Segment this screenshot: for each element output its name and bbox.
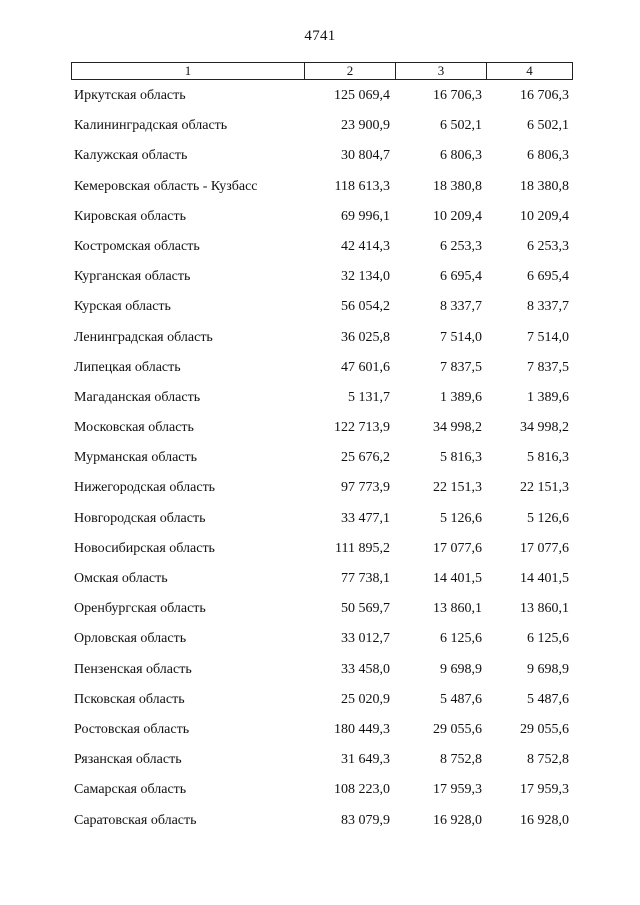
value-col-4: 16 928,0 <box>520 812 569 828</box>
table-row <box>0 809 640 839</box>
table-row <box>0 416 640 446</box>
table-row <box>0 507 640 537</box>
value-col-4: 18 380,8 <box>520 178 569 194</box>
value-col-3: 1 389,6 <box>440 389 482 405</box>
table-row <box>0 84 640 114</box>
value-col-2: 50 569,7 <box>341 601 390 617</box>
region-name: Иркутская область <box>74 88 186 103</box>
value-col-2: 77 738,1 <box>341 571 390 586</box>
table-row <box>0 295 640 325</box>
value-col-4: 5 487,6 <box>527 691 569 707</box>
value-col-3: 5 126,6 <box>440 510 482 526</box>
value-col-4: 13 860,1 <box>520 601 569 617</box>
value-col-3: 6 253,3 <box>440 238 482 254</box>
value-col-3: 5 487,6 <box>440 691 482 707</box>
column-header-4: 4 <box>526 63 533 78</box>
value-col-3: 7 514,0 <box>440 329 482 345</box>
value-col-3: 8 337,7 <box>440 299 482 315</box>
region-name: Курская область <box>74 299 171 315</box>
value-col-2: 30 804,7 <box>341 148 390 164</box>
table-row <box>0 144 640 174</box>
region-name: Орловская область <box>74 631 187 647</box>
value-col-2: 111 895,2 <box>335 540 390 556</box>
value-col-3: 9 698,9 <box>440 661 482 677</box>
table-row <box>0 356 640 386</box>
table-row <box>0 718 640 748</box>
value-col-3: 5 816,3 <box>440 450 482 466</box>
table-row <box>0 567 640 597</box>
value-col-2: 180 449,3 <box>334 721 390 737</box>
value-col-2: 122 713,9 <box>334 420 390 436</box>
table-body <box>0 84 640 839</box>
value-col-4: 8 337,7 <box>527 299 569 315</box>
value-col-4: 10 209,4 <box>520 208 569 224</box>
value-col-2: 36 025,8 <box>341 329 390 345</box>
page-number: 4741 <box>304 28 336 44</box>
value-col-4: 6 502,1 <box>527 118 569 134</box>
region-name: Липецкая область <box>74 359 181 375</box>
value-col-4: 17 959,3 <box>520 782 569 798</box>
table-row <box>0 627 640 657</box>
value-col-3: 8 752,8 <box>440 752 482 768</box>
value-col-4: 29 055,6 <box>520 721 569 737</box>
value-col-2: 33 012,7 <box>341 631 390 647</box>
value-col-2: 5 131,7 <box>348 389 390 405</box>
table-row <box>0 446 640 476</box>
table-row <box>0 476 640 506</box>
column-header-2: 2 <box>305 63 396 79</box>
column-header-1: 1 <box>72 63 305 79</box>
region-name: Саратовская область <box>74 812 197 828</box>
value-col-3: 13 860,1 <box>433 601 482 617</box>
value-col-4: 7 514,0 <box>527 329 569 345</box>
table-header <box>71 62 573 80</box>
value-col-2: 47 601,6 <box>341 359 390 375</box>
value-col-2: 83 079,9 <box>341 812 390 828</box>
region-name: Костромская область <box>74 238 200 254</box>
value-col-4: 6 125,6 <box>527 631 569 647</box>
value-col-3: 17 077,6 <box>433 540 482 556</box>
value-col-3: 6 806,3 <box>440 148 482 164</box>
value-col-2: 33 477,1 <box>341 510 390 526</box>
value-col-2: 25 676,2 <box>341 450 390 466</box>
value-col-2: 69 996,1 <box>341 208 390 224</box>
region-name: Кировская область <box>74 208 187 224</box>
column-header-3: 3 <box>396 63 487 79</box>
value-col-4: 8 752,8 <box>527 752 569 768</box>
table-row <box>0 326 640 356</box>
region-name: Мурманская область <box>74 450 198 466</box>
value-col-4: 5 816,3 <box>527 450 569 466</box>
value-col-2: 31 649,3 <box>341 752 390 768</box>
region-name: Курганская область <box>74 269 191 285</box>
value-col-2: 108 223,0 <box>334 782 390 798</box>
value-col-3: 18 380,8 <box>433 178 482 194</box>
value-col-3: 6 502,1 <box>440 118 482 134</box>
value-col-2: 125 069,4 <box>334 88 390 103</box>
region-name: Кемеровская область - Кузбасс <box>74 178 258 194</box>
value-col-3: 10 209,4 <box>433 208 482 224</box>
region-name: Самарская область <box>74 782 187 798</box>
region-name: Рязанская область <box>74 752 182 768</box>
region-name: Нижегородская область <box>74 480 216 496</box>
value-col-4: 17 077,6 <box>520 540 569 556</box>
table-row <box>0 175 640 205</box>
table-row <box>0 597 640 627</box>
table-row <box>0 778 640 808</box>
region-name: Пензенская область <box>74 661 192 677</box>
value-col-3: 16 706,3 <box>433 88 482 103</box>
region-name: Псковская область <box>74 691 185 707</box>
value-col-3: 16 928,0 <box>433 812 482 828</box>
value-col-4: 6 695,4 <box>527 269 569 285</box>
region-name: Калужская область <box>74 148 188 164</box>
value-col-2: 23 900,9 <box>341 118 390 134</box>
table-row <box>0 235 640 265</box>
table-row <box>0 386 640 416</box>
region-name: Ленинградская область <box>74 329 213 345</box>
value-col-4: 16 706,3 <box>520 88 569 103</box>
table-row <box>0 748 640 778</box>
table-row <box>0 205 640 235</box>
value-col-4: 34 998,2 <box>520 420 569 436</box>
value-col-3: 6 125,6 <box>440 631 482 647</box>
value-col-3: 6 695,4 <box>440 269 482 285</box>
value-col-4: 6 806,3 <box>527 148 569 164</box>
value-col-4: 7 837,5 <box>527 359 569 375</box>
region-name: Новосибирская область <box>74 540 215 556</box>
value-col-3: 29 055,6 <box>433 721 482 737</box>
value-col-3: 14 401,5 <box>433 571 482 586</box>
region-name: Калининградская область <box>74 118 228 134</box>
value-col-4: 9 698,9 <box>527 661 569 677</box>
value-col-4: 5 126,6 <box>527 510 569 526</box>
value-col-2: 33 458,0 <box>341 661 390 677</box>
value-col-4: 14 401,5 <box>520 571 569 586</box>
value-col-2: 118 613,3 <box>334 178 390 194</box>
region-name: Магаданская область <box>74 389 201 405</box>
value-col-3: 34 998,2 <box>433 420 482 436</box>
table-row <box>0 658 640 688</box>
region-name: Московская область <box>74 420 194 436</box>
value-col-2: 42 414,3 <box>341 238 390 254</box>
region-name: Омская область <box>74 571 168 586</box>
value-col-2: 56 054,2 <box>341 299 390 315</box>
value-col-4: 22 151,3 <box>520 480 569 496</box>
region-name: Новгородская область <box>74 510 206 526</box>
value-col-3: 17 959,3 <box>433 782 482 798</box>
value-col-2: 25 020,9 <box>341 691 390 707</box>
table-row <box>0 114 640 144</box>
region-name: Ростовская область <box>74 721 190 737</box>
value-col-4: 1 389,6 <box>527 389 569 405</box>
value-col-3: 7 837,5 <box>440 359 482 375</box>
value-col-3: 22 151,3 <box>433 480 482 496</box>
value-col-2: 97 773,9 <box>341 480 390 496</box>
table-row <box>0 688 640 718</box>
region-name: Оренбургская область <box>74 601 206 617</box>
table-row <box>0 265 640 295</box>
value-col-2: 32 134,0 <box>341 269 390 285</box>
value-col-4: 6 253,3 <box>527 238 569 254</box>
table-row <box>0 537 640 567</box>
